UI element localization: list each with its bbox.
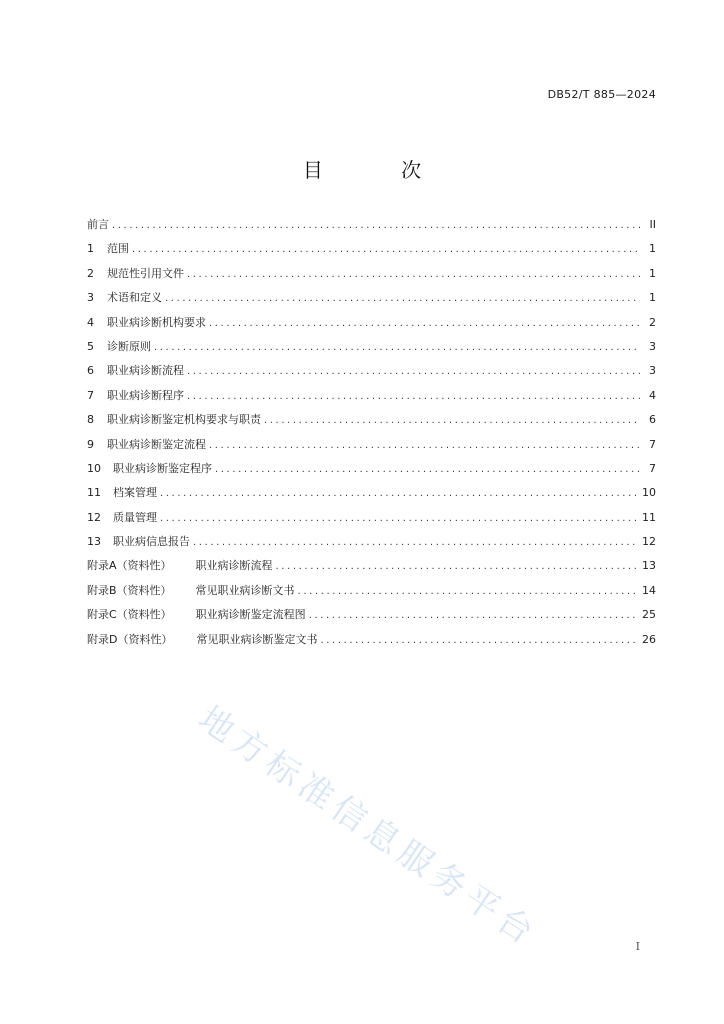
toc-entry-title: 职业病诊断流程 <box>107 364 184 378</box>
toc-entry-number: 4 <box>87 315 94 329</box>
toc-entry[interactable] <box>87 240 656 264</box>
toc-entry-title: 常见职业病诊断鉴定文书 <box>196 632 318 646</box>
toc-entry-page: 4 <box>649 388 656 402</box>
toc-entry-title: 档案管理 <box>113 486 157 500</box>
toc-entry-page: 7 <box>649 437 656 451</box>
toc-entry[interactable] <box>87 314 656 338</box>
toc-leader-dots <box>215 464 640 475</box>
toc-entry[interactable] <box>87 265 656 289</box>
toc-entry-number: 10 <box>87 461 101 475</box>
page-number: I <box>635 940 640 953</box>
toc-leader-dots <box>187 366 640 377</box>
toc-leader-dots <box>160 513 636 524</box>
toc-entry-title: 职业病诊断鉴定流程 <box>107 437 206 451</box>
toc-entry-title: 质量管理 <box>113 510 157 524</box>
toc-entry-page: 1 <box>649 291 656 305</box>
toc-entry-number: 附录A（资料性） <box>87 559 172 573</box>
page-title: 目 次 <box>302 158 458 182</box>
toc-entry[interactable] <box>87 387 656 411</box>
toc-entry-page: 11 <box>642 510 656 524</box>
toc-entry-title: 职业病信息报告 <box>113 535 190 549</box>
toc-leader-dots <box>165 293 640 304</box>
toc-entry[interactable] <box>87 289 656 313</box>
toc-entry[interactable] <box>87 362 656 386</box>
toc-entry-page: 3 <box>649 339 656 353</box>
toc-entry-number: 11 <box>87 486 101 500</box>
toc-entry-title: 职业病诊断鉴定流程图 <box>195 608 306 622</box>
toc-entry[interactable] <box>87 216 656 240</box>
toc-entry-number: 附录C（资料性） <box>87 608 172 622</box>
toc-leader-dots <box>209 318 640 329</box>
toc-entry-title: 常见职业病诊断文书 <box>195 583 295 597</box>
toc-leader-dots <box>298 586 636 597</box>
toc-entry-number: 12 <box>87 510 101 524</box>
toc-entry[interactable] <box>87 460 656 484</box>
toc-entry-title: 职业病诊断程序 <box>107 388 184 402</box>
toc-entry-title: 规范性引用文件 <box>107 266 184 280</box>
toc-entry-page: II <box>649 218 656 231</box>
toc-entry[interactable] <box>87 484 656 508</box>
watermark: 地方标准信息服务平台 <box>191 698 546 956</box>
toc-leader-dots <box>160 488 636 499</box>
toc-entry[interactable] <box>87 509 656 533</box>
toc-entry-number: 2 <box>87 266 94 280</box>
toc-leader-dots <box>112 220 640 231</box>
toc-entry-number: 5 <box>87 339 94 353</box>
toc-entry-page: 12 <box>642 535 656 549</box>
toc-entry-page: 6 <box>649 413 656 427</box>
toc-entry[interactable] <box>87 436 656 460</box>
toc-entry-page: 7 <box>649 461 656 475</box>
toc-entry-number: 1 <box>87 242 94 256</box>
toc-entry-page: 2 <box>649 315 656 329</box>
toc-entry[interactable] <box>87 338 656 362</box>
toc-entry-number: 7 <box>87 388 94 402</box>
toc-entry-title: 职业病诊断鉴定程序 <box>113 461 212 475</box>
toc-entry-page: 13 <box>642 559 656 573</box>
toc-entry-number: 8 <box>87 413 94 427</box>
toc-entry[interactable] <box>87 606 656 630</box>
toc-entry-title: 范围 <box>107 242 129 256</box>
toc-entry[interactable] <box>87 557 656 581</box>
toc-entry-number: 附录D（资料性） <box>87 632 173 646</box>
toc-leader-dots <box>132 244 640 255</box>
toc-leader-dots <box>264 415 640 426</box>
toc-entry[interactable] <box>87 533 656 557</box>
toc-entry-page: 10 <box>642 486 656 500</box>
toc-entry-title: 职业病诊断鉴定机构要求与职责 <box>107 413 261 427</box>
toc-entry-number: 6 <box>87 364 94 378</box>
toc-entry-number: 9 <box>87 437 94 451</box>
toc-entry-page: 26 <box>642 632 656 646</box>
toc-entry-page: 3 <box>649 364 656 378</box>
toc-leader-dots <box>187 269 640 280</box>
toc-leader-dots <box>209 440 640 451</box>
toc-entry-number: 3 <box>87 291 94 305</box>
table-of-contents <box>87 216 656 655</box>
toc-leader-dots <box>193 537 636 548</box>
toc-entry-title: 诊断原则 <box>107 339 151 353</box>
toc-entry-title: 职业病诊断流程 <box>195 559 273 573</box>
toc-entry-page: 1 <box>649 266 656 280</box>
toc-entry-number: 附录B（资料性） <box>87 583 172 597</box>
toc-leader-dots <box>309 610 636 621</box>
toc-entry[interactable] <box>87 631 656 655</box>
toc-leader-dots <box>187 391 640 402</box>
toc-entry-number: 13 <box>87 535 101 549</box>
toc-entry-title: 前言 <box>87 218 109 231</box>
toc-entry-page: 14 <box>642 583 656 597</box>
toc-entry-page: 25 <box>642 608 656 622</box>
toc-leader-dots <box>154 342 640 353</box>
toc-entry-page: 1 <box>649 242 656 256</box>
toc-leader-dots <box>320 635 636 646</box>
toc-entry[interactable] <box>87 582 656 606</box>
toc-entry-title: 职业病诊断机构要求 <box>107 315 206 329</box>
toc-leader-dots <box>276 561 636 572</box>
doc-code: DB52/T 885—2024 <box>547 88 656 101</box>
toc-entry[interactable] <box>87 411 656 435</box>
toc-entry-title: 术语和定义 <box>107 291 162 305</box>
